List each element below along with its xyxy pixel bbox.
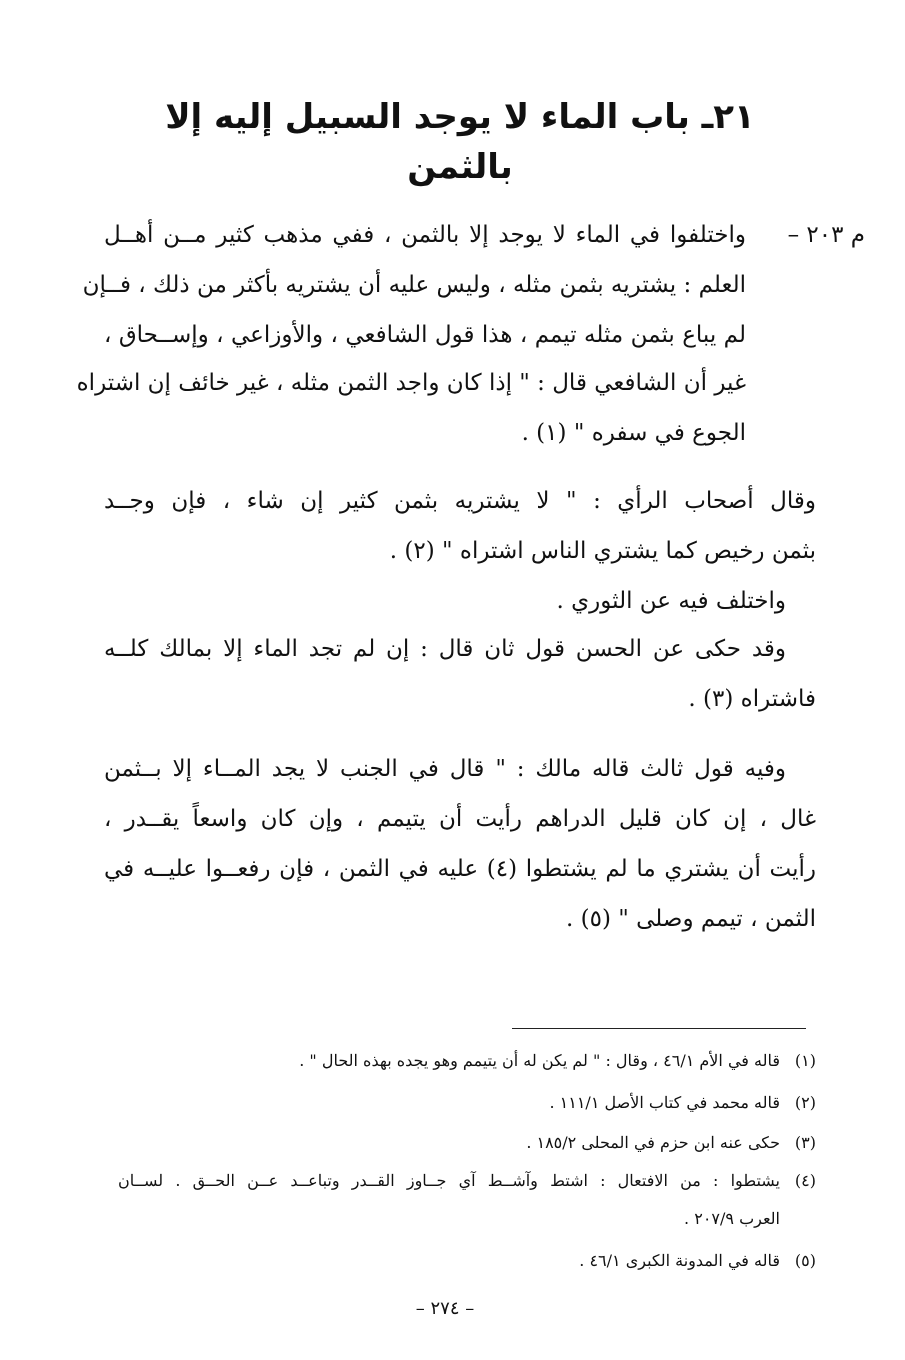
paragraph-line: العلم : يشتريه بثمن مثله ، وليس عليه أن يشتريه بأكثر من ذلك ، فــإن [82,272,746,298]
chapter-title: ٢١ـ باب الماء لا يوجد السبيل إليه إلا بالثمن [165,97,755,187]
paragraph-line: غير أن الشافعي قال : " إذا كان واجد الثمن مثله ، غير خائف إن اشتراه [76,370,746,396]
paragraph-line: وقال أصحاب الرأي : " لا يشتريه بثمن كثير إن شاء ، فإن وجــد [104,488,816,514]
footnote-number: (٤) [794,1171,816,1190]
footnote [104,1048,816,1074]
footnote-separator [512,1028,806,1029]
paragraph-line: وقد حكى عن الحسن قول ثان قال : إن لم تجد الماء إلا بمالك كلــه [104,636,786,662]
paragraph-line: وفيه قول ثالث قاله مالك : " قال في الجنب لا يجد المــاء إلا بــثمن [104,756,786,782]
footnote [104,1130,816,1156]
footnote-text: قاله محمد في كتاب الأصل ١١١/١ . [549,1093,780,1112]
footnote-number: (٥) [794,1251,816,1270]
paragraph-line: لم يباع بثمن مثله تيمم ، هذا قول الشافعي ، والأوزاعي ، وإســحاق ، [104,322,746,348]
footnote [104,1090,816,1116]
footnote-text: العرب ٢٠٧/٩ . [684,1209,780,1228]
paragraph-line: واختلف فيه عن الثوري . [556,588,786,614]
paragraph-line: واختلفوا في الماء لا يوجد إلا بالثمن ، ففي مذهب كثير مــن أهــل [104,222,746,248]
footnote-text: يشتطوا : من الافتعال : اشتط وآشــط آي جــاوز القــدر وتباعــد عــن الحــق . لســان [118,1171,780,1190]
paragraph-line: رأيت أن يشتري ما لم يشتطوا (٤) عليه في الثمن ، فإن رفعــوا عليــه في [104,856,816,882]
paragraph-line: الجوع في سفره " (١) . [521,420,746,446]
page-number: – ٢٧٤ – [415,1298,475,1319]
footnote-number: (٢) [794,1093,816,1112]
paragraph-line: الثمن ، تيمم وصلى " (٥) . [565,906,816,932]
footnote-number: (٣) [794,1133,816,1152]
footnote-text: قاله في الأم ٤٦/١ ، وقال : " لم يكن له أن يتيمم وهو يجده بهذه الحال " . [299,1051,780,1070]
footnote-text: قاله في المدونة الكبرى ٤٦/١ . [579,1251,780,1270]
footnote-text: حكى عنه ابن حزم في المحلى ١٨٥/٢ . [526,1133,780,1152]
footnote [104,1206,816,1232]
paragraph-line: غال ، إن كان قليل الدراهم رأيت أن يتيمم ، وإن كان واسعاً يقــدر ، [104,806,816,832]
footnote [118,1168,816,1194]
section-marker: م ٢٠٣ – [787,222,865,248]
paragraph-line: فاشتراه (٣) . [688,686,816,712]
footnote-number: (١) [794,1051,816,1070]
paragraph-line: بثمن رخيص كما يشتري الناس اشتراه " (٢) . [389,538,816,564]
footnote [104,1248,816,1274]
